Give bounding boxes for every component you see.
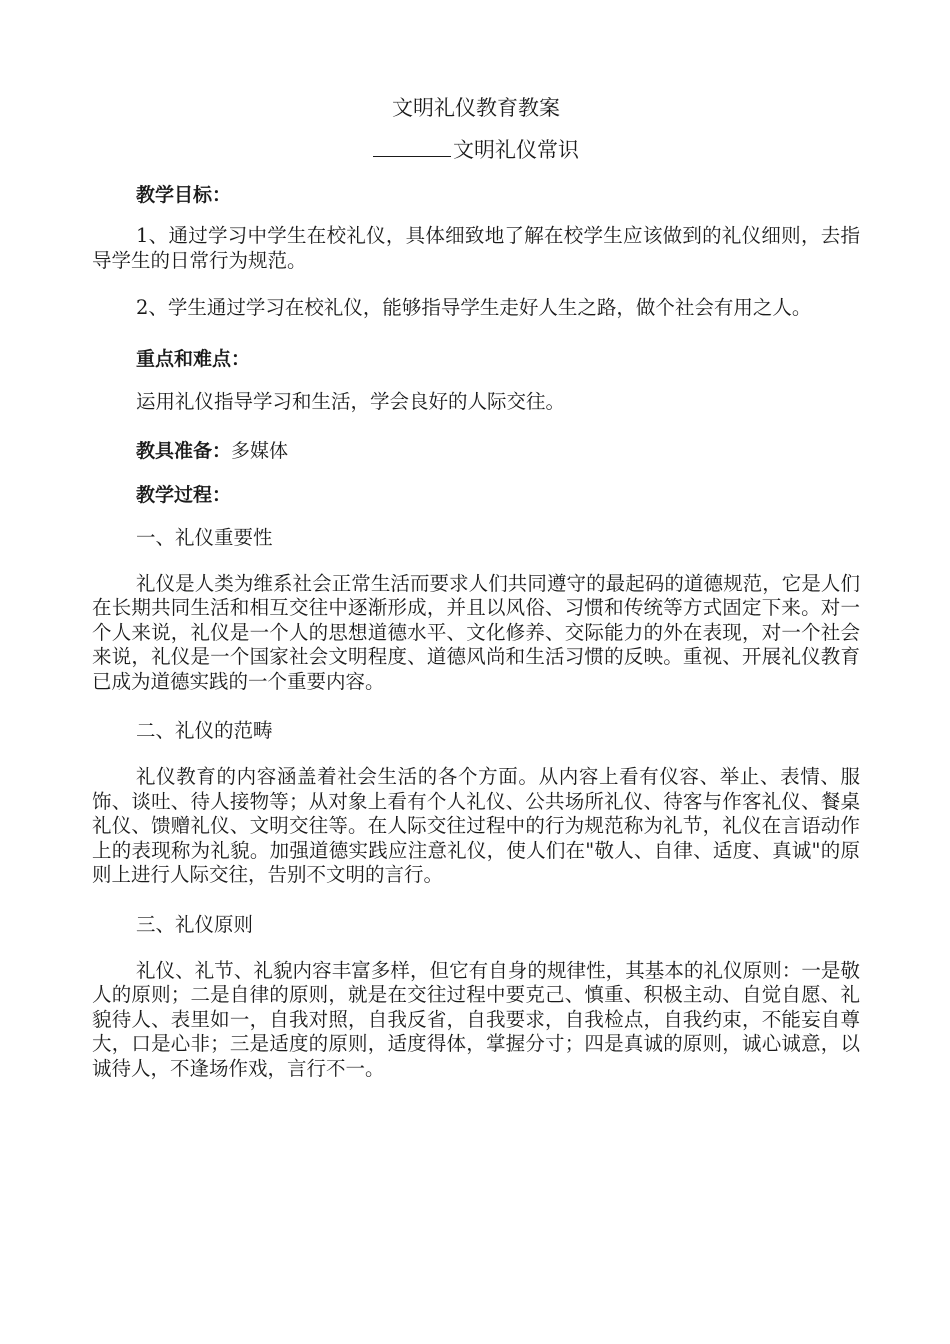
objective-2: 2、学生通过学习在校礼仪，能够指导学生走好人生之路，做个社会有用之人。 [136,296,812,319]
key-points-heading: 重点和难点： [136,347,251,370]
subtitle-text: 文明礼仪常识 [453,138,579,162]
objective-1: 1、通过学习中学生在校礼仪，具体细致地了解在校学生应该做到的礼仪细则，去指导学生的日常行为规范。 [92,224,860,272]
objectives-heading: 教学目标： [136,184,232,206]
document-title: 文明礼仪教育教案 [392,96,560,120]
section-3-text: 礼仪、礼节、礼貌内容丰富多样，但它有自身的规律性，其基本的礼仪原则：一是敬人的原则；二是自律的原则，就是在交往过程中要克己、慎重、积极主动、自觉自愿、礼貌待人、表里如一，自我对照，自我反省，自我要求，自我检点，自我约束，不能妄自尊大，口是心非；三是适度的原则，适度得体，掌握分寸；四是真诚的原则，诚心诚意，以诚待人，不逢场作戏，言行不一。 [92,958,860,1080]
section-2-text: 礼仪教育的内容涵盖着社会生活的各个方面。从内容上看有仪容、举止、表情、服饰、谈吐、待人接物等；从对象上看有个人礼仪、公共场所礼仪、待客与作客礼仪、餐桌礼仪、馈赠礼仪、文明交往等。在人际交往过程中的行为规范称为礼节，礼仪在言语动作上的表现称为礼貌。加强道德实践应注意礼仪，使人们在"敬人、自律、适度、真诚"的原则上进行人际交往，告别不文明的言行。 [92,765,860,886]
tools-heading: 教具准备： [136,439,232,462]
tools-text: 多媒体 [231,439,289,462]
process-heading: 教学过程： [136,483,232,506]
section-3-title: 三、礼仪原则 [136,912,254,936]
key-points-text: 运用礼仪指导学习和生活，学会良好的人际交往。 [136,389,566,413]
document-page [92,92,860,1104]
section-1-text: 礼仪是人类为维系社会正常生活而要求人们共同遵守的最起码的道德规范，它是人们在长期共同生活和相互交往中逐渐形成，并且以风俗、习惯和传统等方式固定下来。对一个人来说，礼仪是一个人的思想道德水平、文化修养、交际能力的外在表现，对一个社会来说，礼仪是一个国家社会文明程度、道德风尚和生活习惯的反映。重视、开展礼仪教育已成为道德实践的一个重要内容。 [92,571,860,693]
fill-in-blank-line [373,134,451,157]
section-1-title: 一、礼仪重要性 [136,525,273,549]
tools-line [92,436,860,466]
document-subtitle [92,134,860,166]
section-2-title: 二、礼仪的范畴 [136,719,273,742]
